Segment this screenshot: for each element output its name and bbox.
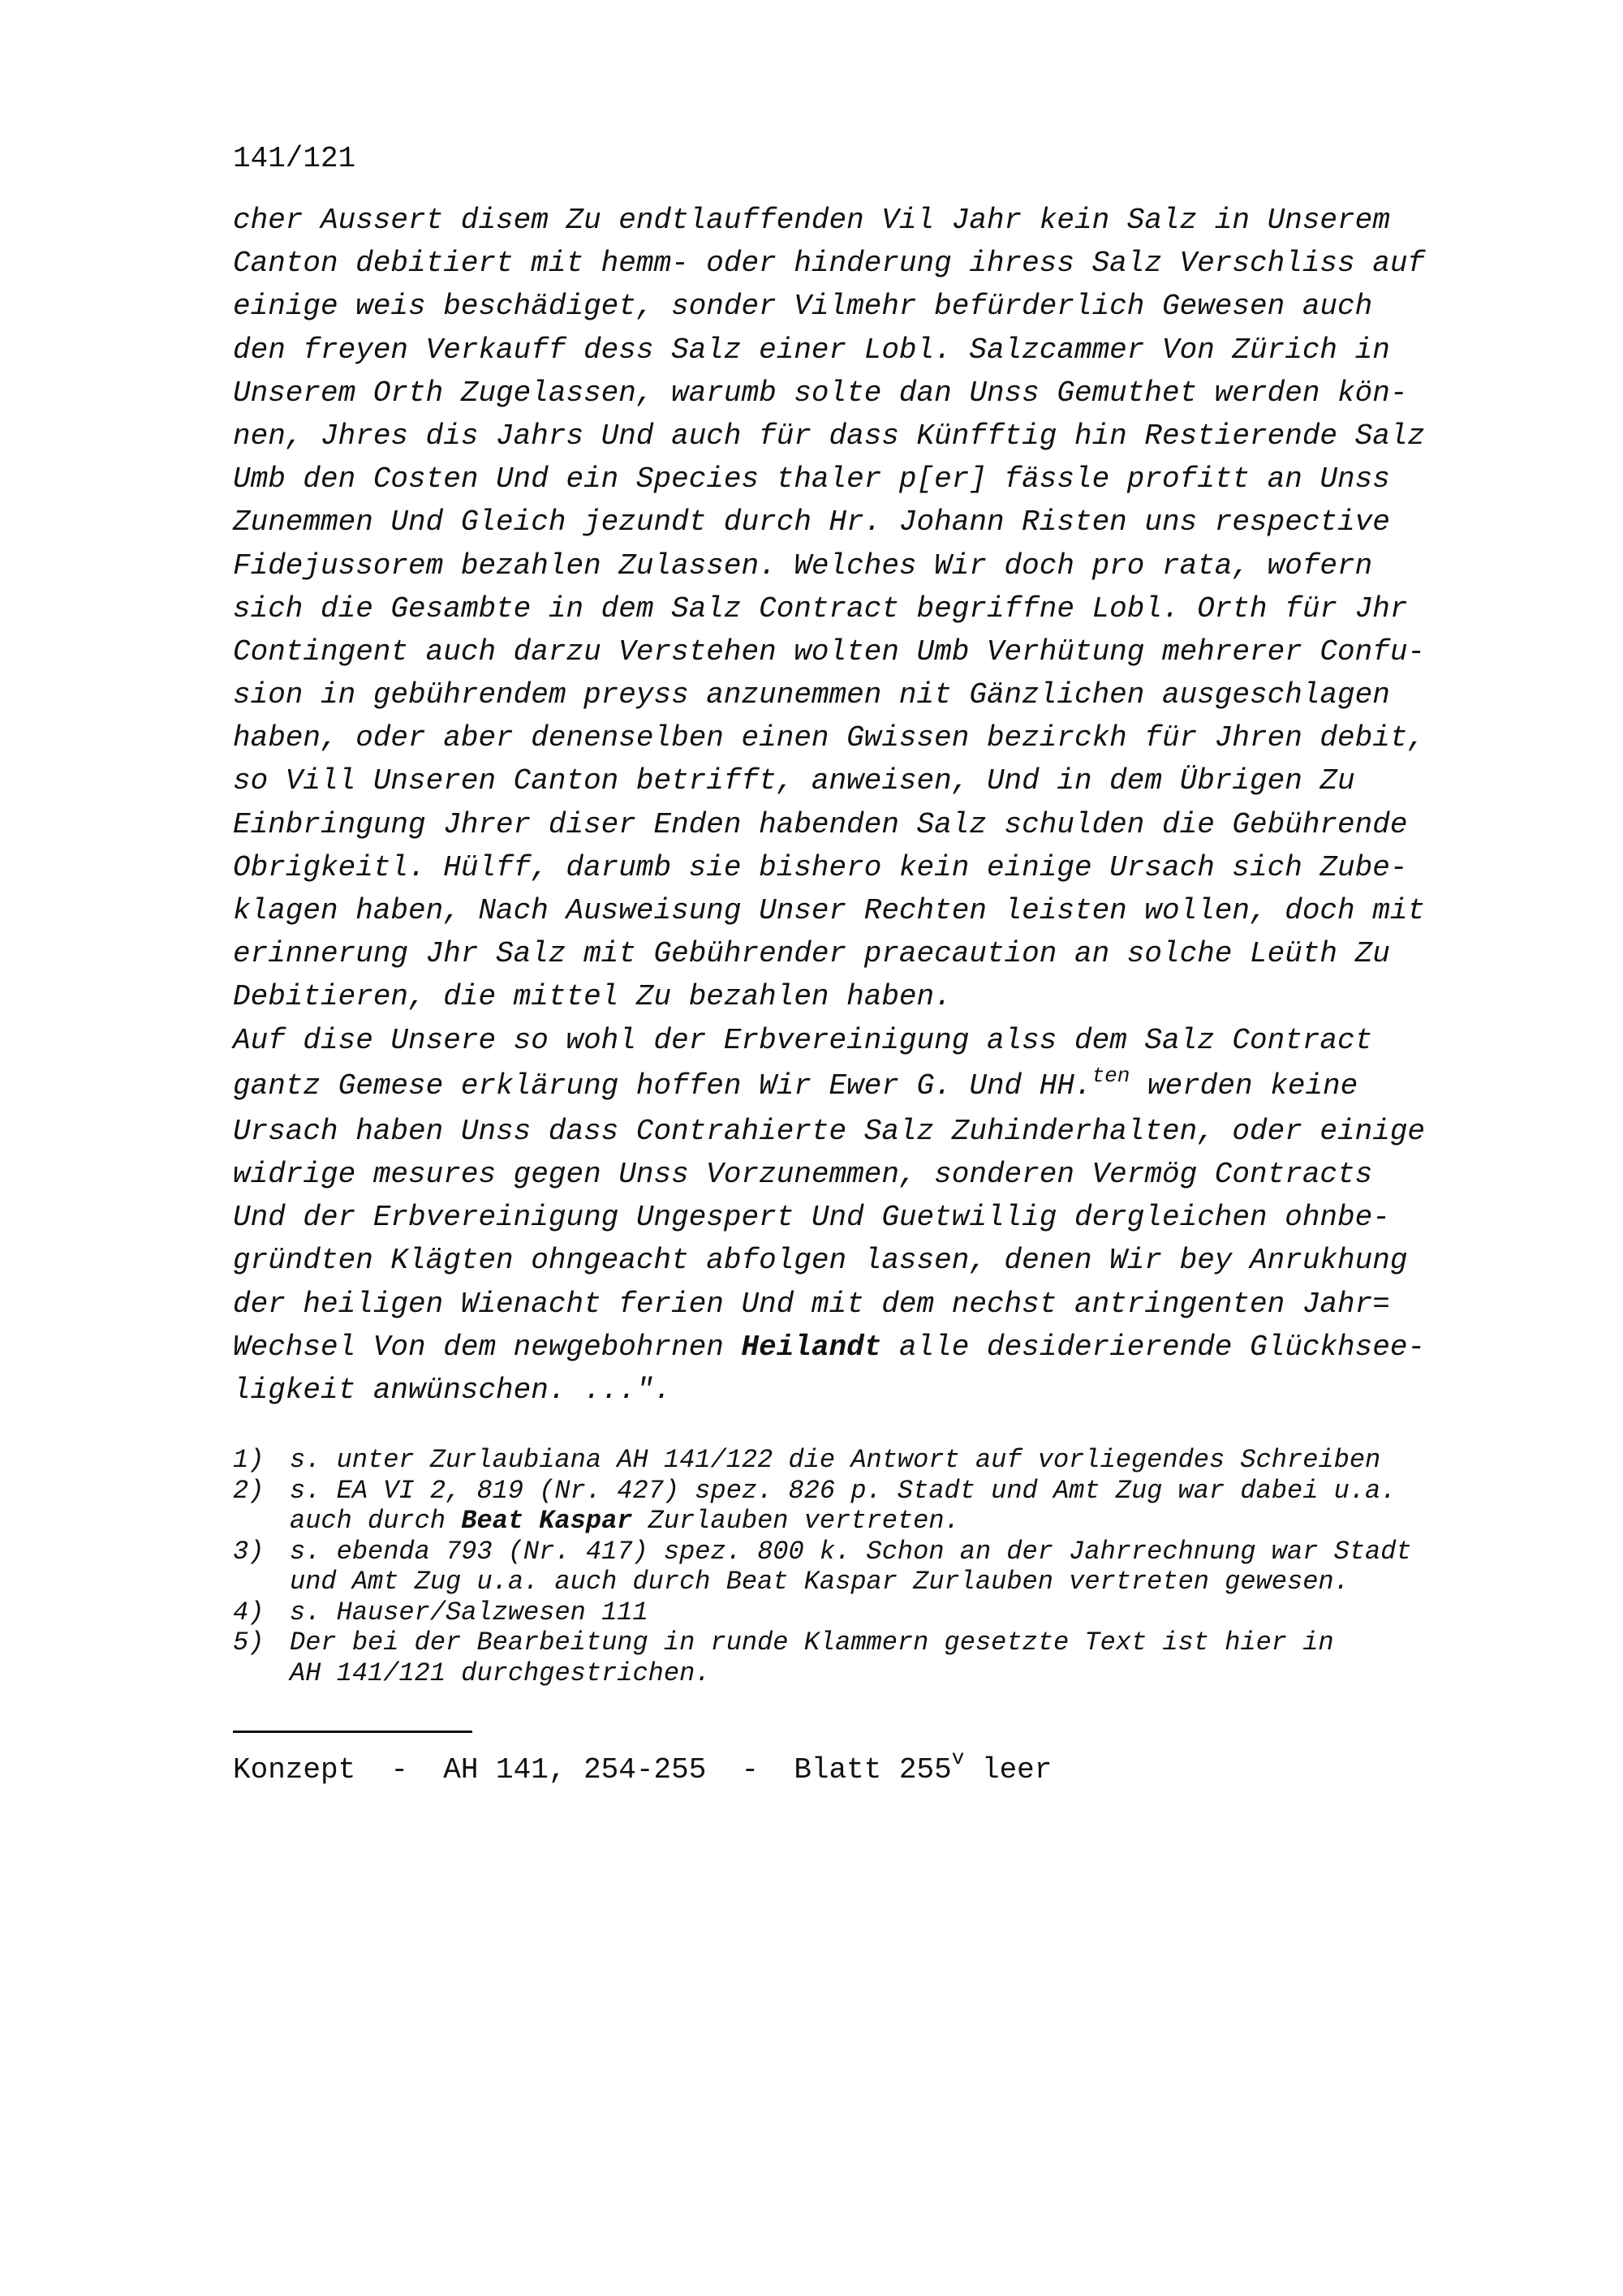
footnote-text	[290, 1445, 1499, 1476]
footnote-number: 2)	[233, 1475, 265, 1506]
footnotes	[233, 1445, 1499, 1688]
letter-body	[233, 199, 1499, 1412]
footnote-text	[290, 1537, 1499, 1597]
footnote-number: 1)	[233, 1445, 265, 1475]
body-line: der heiligen Wienacht ferien Und mit dem nechst antringenten Jahr=	[233, 1287, 1390, 1321]
body-line: haben, oder aber denenselben einen Gwissen bezirckh für Jhren debit,	[233, 721, 1426, 755]
body-line: Debitieren, die mittel Zu bezahlen haben.	[233, 980, 952, 1014]
source-superscript: v	[951, 1746, 965, 1770]
body-line: nen, Jhres dis Jahrs Und auch für dass Künfftig hin Restierende Salz	[233, 419, 1426, 453]
footnote-line	[290, 1506, 1499, 1537]
body-line: ligkeit anwünschen. ...".	[233, 1373, 672, 1407]
bold-word: Heilandt	[741, 1330, 882, 1364]
body-line: Unserem Orth Zugelassen, warumb solte dan Unss Gemuthet werden kön-	[233, 376, 1408, 410]
body-line: Fidejussorem bezahlen Zulassen. Welches Wir doch pro rata, wofern	[233, 548, 1373, 583]
body-line: erinnerung Jhr Salz mit Gebührender praecaution an solche Leüth Zu	[233, 937, 1390, 971]
body-line: den freyen Verkauff dess Salz einer Lobl. Salzcammer Von Zürich in	[233, 333, 1390, 367]
body-line-text: werden keine	[1130, 1068, 1358, 1103]
body-line: sion in gebührendem preyss anzunemmen nit Gänzlichen ausgeschlagen	[233, 678, 1390, 712]
footnote-line: s. unter Zurlaubiana AH 141/122 die Antwort auf vorliegendes Schreiben	[290, 1445, 1381, 1475]
footnote-line: s. EA VI 2, 819 (Nr. 427) spez. 826 p. Stadt und Amt Zug war dabei u.a.	[290, 1475, 1397, 1506]
footnote-line-text: auch durch	[290, 1506, 462, 1536]
footnote-bold-name: Beat Kaspar	[461, 1506, 633, 1536]
body-line: Zunemmen Und Gleich jezundt durch Hr. Johann Risten uns respective	[233, 505, 1390, 540]
body-line: gründten Klägten ohngeacht abfolgen lassen, denen Wir bey Anrukhung	[233, 1244, 1408, 1278]
source-note	[233, 1746, 1053, 1790]
body-line: so Vill Unseren Canton betrifft, anweisen, Und in dem Übrigen Zu	[233, 764, 1355, 798]
footnote-line: und Amt Zug u.a. auch durch Beat Kaspar Zurlauben vertreten gewesen.	[290, 1567, 1350, 1597]
body-line: sich die Gesambte in dem Salz Contract begriffne Lobl. Orth für Jhr	[233, 591, 1408, 626]
footnote-number: 3)	[233, 1536, 265, 1567]
footnote-number: 5)	[233, 1627, 265, 1658]
superscript-ten: ten	[1091, 1063, 1130, 1088]
body-line-text: Wechsel Von dem newgebohrnen	[233, 1330, 742, 1364]
footnote-text	[290, 1627, 1499, 1688]
footnote	[233, 1627, 1499, 1688]
footnote-line: AH 141/121 durchgestrichen.	[290, 1658, 711, 1688]
footnote	[233, 1476, 1499, 1537]
body-line: Umb den Costen Und ein Species thaler p[er] fässle profitt an Unss	[233, 462, 1390, 497]
footnote-line: s. Hauser/Salzwesen 111	[290, 1597, 648, 1627]
body-line: einige weis beschädiget, sonder Vilmehr befürderlich Gewesen auch	[233, 290, 1373, 324]
body-line: Canton debitiert mit hemm- oder hinderung ihress Salz Verschliss auf	[233, 247, 1426, 281]
footnote-line: s. ebenda 793 (Nr. 417) spez. 800 k. Schon an der Jahrrechnung war Stadt	[290, 1536, 1412, 1567]
body-line: Contingent auch darzu Verstehen wolten Umb Verhütung mehrerer Confu-	[233, 634, 1426, 669]
body-line: Einbringung Jhrer diser Enden habenden Salz schulden die Gebührende	[233, 807, 1408, 841]
footnote-text	[290, 1597, 1499, 1628]
body-line-with-superscript	[233, 1062, 1499, 1110]
footnote	[233, 1537, 1499, 1597]
body-line: Obrigkeitl. Hülff, darumb sie bishero kein einige Ursach sich Zube-	[233, 850, 1408, 884]
body-line-text: alle desiderierende Glückhsee-	[881, 1330, 1426, 1364]
footnote-line: Der bei der Bearbeitung in runde Klammern gesetzte Text ist hier in	[290, 1627, 1334, 1658]
body-line-text: gantz Gemese erklärung hoffen Wir Ewer G. Und HH.	[233, 1068, 1092, 1103]
footer-divider	[233, 1731, 472, 1733]
body-line: cher Aussert disem Zu endtlauffenden Vil Jahr kein Salz in Unserem	[233, 204, 1390, 237]
source-text: Konzept - AH 141, 254-255 - Blatt 255	[233, 1753, 952, 1786]
body-line: Und der Erbvereinigung Ungespert Und Guetwillig dergleichen ohnbe-	[233, 1201, 1390, 1235]
footnote-text	[290, 1476, 1499, 1537]
footnote	[233, 1597, 1499, 1628]
body-line: widrige mesures gegen Unss Vorzunemmen, sonderen Vermög Contracts	[233, 1157, 1373, 1191]
source-text-end: leer	[964, 1753, 1053, 1786]
body-line: Auf dise Unsere so wohl der Erbvereinigung alss dem Salz Contract	[233, 1023, 1373, 1057]
body-line-with-bold	[233, 1326, 1499, 1369]
body-line: Ursach haben Unss dass Contrahierte Salz Zuhinderhalten, oder einige	[233, 1114, 1426, 1148]
page-reference: 141/121	[233, 142, 356, 175]
body-line: klagen haben, Nach Ausweisung Unser Rechten leisten wollen, doch mit	[233, 894, 1426, 927]
footnote-line-text: Zurlauben vertreten.	[632, 1506, 960, 1536]
footnote	[233, 1445, 1499, 1476]
footnote-number: 4)	[233, 1597, 265, 1627]
